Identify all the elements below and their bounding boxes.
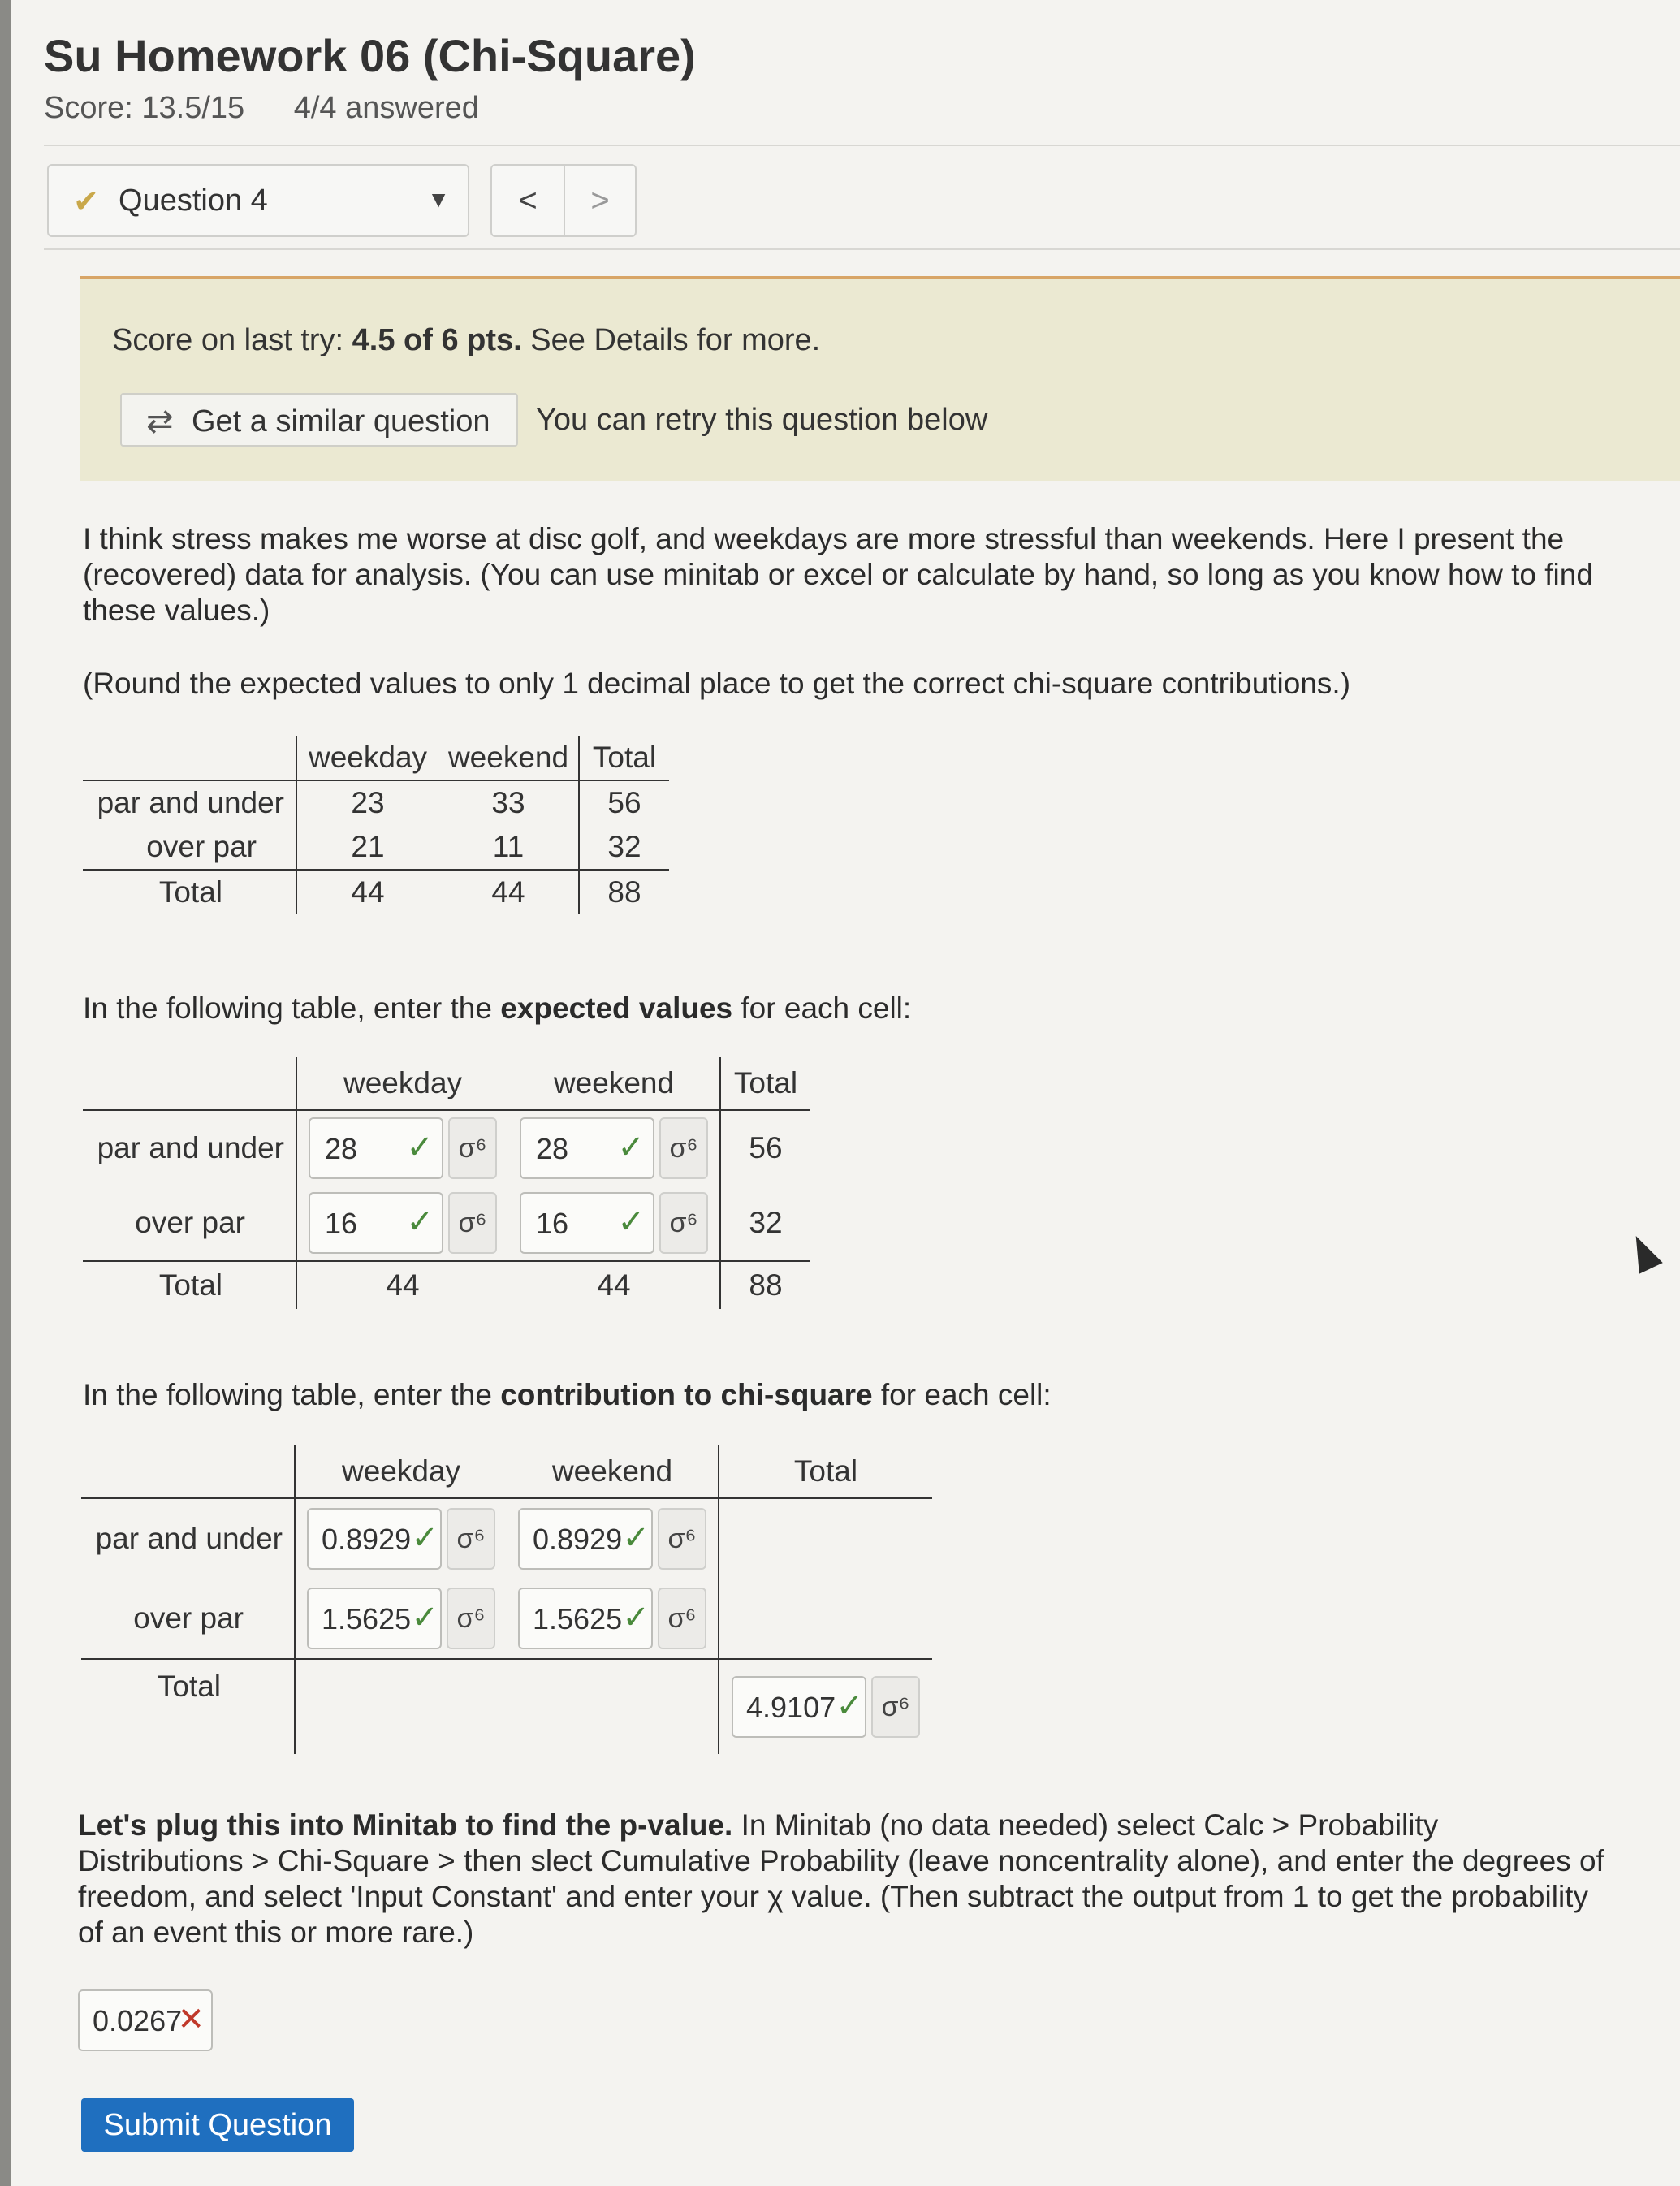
answered-check-icon: ✔ bbox=[73, 185, 99, 219]
row-label: over par bbox=[81, 1579, 295, 1659]
correct-check-icon: ✓ bbox=[622, 1520, 650, 1556]
key-icon[interactable]: σ⁶ bbox=[447, 1508, 495, 1570]
cell: 32 bbox=[579, 825, 669, 870]
input-value: 28 bbox=[325, 1132, 358, 1165]
correct-check-icon: ✓ bbox=[406, 1130, 434, 1165]
key-icon[interactable]: σ⁶ bbox=[447, 1588, 495, 1649]
input-value: 0.0267 bbox=[93, 2004, 183, 2037]
round-note: (Round the expected values to only 1 decimal place to get the correct chi-square contributions.) bbox=[83, 667, 1351, 700]
col-header: weekend bbox=[507, 1445, 719, 1498]
key-icon[interactable]: σ⁶ bbox=[658, 1588, 706, 1649]
pvalue-instructions-text: In Minitab (no data needed) select Calc > Probability Distributions > Chi-Square > then slect Cumulative Probability (leave noncentrality alone), and enter the degrees of freedom, and select 'Input Constant' and enter your χ value. (Then subtract the output from 1 to get the probability of an event this or more rare.) bbox=[78, 1808, 1604, 1949]
expected-input[interactable] bbox=[309, 1117, 443, 1179]
cell: 56 bbox=[579, 780, 669, 825]
contribution-prompt-prefix: In the following table, enter the bbox=[83, 1378, 501, 1411]
row-label: over par bbox=[83, 825, 296, 870]
cell: 88 bbox=[579, 870, 669, 914]
contribution-prompt-bold: contribution to chi-square bbox=[500, 1378, 873, 1411]
input-value: 28 bbox=[536, 1132, 569, 1165]
correct-check-icon: ✓ bbox=[411, 1600, 438, 1635]
expected-prompt-suffix: for each cell: bbox=[732, 991, 912, 1025]
cell: 32 bbox=[720, 1186, 810, 1261]
answered-text: 4/4 answered bbox=[293, 91, 479, 125]
incorrect-cross-icon: ✕ bbox=[177, 2002, 205, 2037]
correct-check-icon: ✓ bbox=[617, 1204, 645, 1240]
cell: 23 bbox=[296, 780, 438, 825]
last-try-text bbox=[112, 323, 820, 358]
key-icon[interactable]: σ⁶ bbox=[658, 1508, 706, 1570]
key-icon[interactable]: σ⁶ bbox=[659, 1117, 708, 1179]
col-header: weekday bbox=[296, 1057, 508, 1110]
page-title: Su Homework 06 (Chi-Square) bbox=[44, 30, 696, 81]
cell: 33 bbox=[491, 786, 525, 819]
row-label: Total bbox=[157, 1670, 221, 1703]
score-text: Score: 13.5/15 bbox=[44, 91, 245, 125]
expected-input[interactable] bbox=[520, 1117, 654, 1179]
correct-check-icon: ✓ bbox=[406, 1204, 434, 1240]
contribution-input[interactable] bbox=[518, 1508, 653, 1570]
cell: 44 bbox=[491, 875, 525, 909]
cell: 11 bbox=[438, 825, 579, 870]
pvalue-instructions bbox=[78, 1808, 1604, 1951]
input-value: 16 bbox=[325, 1207, 358, 1240]
cell: 21 bbox=[296, 825, 438, 870]
observed-table bbox=[83, 736, 669, 914]
total-chi-square-input[interactable] bbox=[732, 1676, 866, 1738]
correct-check-icon: ✓ bbox=[411, 1520, 438, 1556]
contribution-table bbox=[81, 1445, 932, 1754]
key-icon[interactable]: σ⁶ bbox=[448, 1117, 497, 1179]
contribution-input[interactable] bbox=[307, 1588, 442, 1649]
submit-question-button[interactable]: Submit Question bbox=[81, 2098, 354, 2152]
col-header: Total bbox=[719, 1445, 932, 1498]
expected-input[interactable] bbox=[520, 1192, 654, 1254]
input-value: 0.8929 bbox=[322, 1523, 412, 1556]
col-header: weekday bbox=[296, 736, 438, 780]
next-question-button[interactable]: > bbox=[590, 183, 610, 218]
correct-check-icon: ✓ bbox=[622, 1600, 650, 1635]
cell: 44 bbox=[597, 1268, 631, 1302]
left-edge bbox=[0, 0, 11, 2186]
cell: 56 bbox=[720, 1110, 810, 1186]
pvalue-instructions-bold: Let's plug this into Minitab to find the p-value. bbox=[78, 1808, 733, 1842]
prev-question-button[interactable]: < bbox=[492, 166, 565, 235]
retry-text: You can retry this question below bbox=[536, 403, 988, 437]
expected-prompt bbox=[83, 991, 911, 1026]
col-header: weekend bbox=[438, 736, 579, 780]
input-value: 0.8929 bbox=[533, 1523, 623, 1556]
correct-check-icon: ✓ bbox=[617, 1130, 645, 1165]
expected-input[interactable] bbox=[309, 1192, 443, 1254]
last-try-prefix: Score on last try: bbox=[112, 323, 352, 357]
key-icon[interactable]: σ⁶ bbox=[871, 1676, 920, 1738]
cell: 44 bbox=[296, 1261, 508, 1309]
input-value: 16 bbox=[536, 1207, 569, 1240]
problem-intro: I think stress makes me worse at disc golf, and weekdays are more stressful than weekends. Here I present the (recovered) data for analysis. (You can use minitab or excel or calculate by hand, so long as you know how to find these values.) bbox=[83, 522, 1593, 627]
similar-question-button[interactable] bbox=[120, 393, 518, 447]
row-label: par and under bbox=[97, 1131, 284, 1164]
contribution-prompt bbox=[83, 1377, 1052, 1413]
input-value: 1.5625 bbox=[322, 1602, 412, 1635]
input-value: 4.9107 bbox=[746, 1691, 836, 1724]
col-header: weekday bbox=[295, 1445, 507, 1498]
col-header: Total bbox=[579, 736, 669, 780]
correct-check-icon: ✓ bbox=[836, 1688, 863, 1724]
contribution-input[interactable] bbox=[307, 1508, 442, 1570]
row-label: Total bbox=[158, 875, 222, 909]
expected-table bbox=[83, 1057, 810, 1309]
chevron-down-icon: ▼ bbox=[427, 187, 450, 212]
similar-question-label: Get a similar question bbox=[192, 404, 490, 438]
question-nav bbox=[490, 164, 637, 237]
row-label: par and under bbox=[97, 786, 284, 819]
last-try-score: 4.5 of 6 pts. bbox=[352, 323, 522, 357]
divider bbox=[44, 248, 1680, 250]
cell: 44 bbox=[296, 870, 438, 914]
row-label: Total bbox=[158, 1268, 222, 1302]
row-label: over par bbox=[83, 1186, 296, 1261]
row-label: par and under bbox=[95, 1522, 283, 1555]
expected-prompt-bold: expected values bbox=[500, 991, 733, 1025]
score-banner bbox=[80, 276, 1680, 481]
contribution-input[interactable] bbox=[518, 1588, 653, 1649]
question-select-label: Question 4 bbox=[119, 184, 268, 218]
col-header: weekend bbox=[508, 1057, 720, 1110]
contribution-prompt-suffix: for each cell: bbox=[872, 1378, 1052, 1411]
retry-icon: ⇄ bbox=[146, 404, 174, 439]
pvalue-input[interactable] bbox=[78, 1989, 213, 2051]
last-try-suffix: See Details for more. bbox=[521, 323, 821, 357]
key-icon[interactable]: σ⁶ bbox=[448, 1192, 497, 1254]
key-icon[interactable]: σ⁶ bbox=[659, 1192, 708, 1254]
divider bbox=[44, 145, 1680, 146]
input-value: 1.5625 bbox=[533, 1602, 623, 1635]
question-select[interactable] bbox=[47, 164, 469, 237]
cell: 88 bbox=[720, 1261, 810, 1309]
expected-prompt-prefix: In the following table, enter the bbox=[83, 991, 501, 1025]
col-header: Total bbox=[720, 1057, 810, 1110]
score-line bbox=[44, 91, 520, 126]
